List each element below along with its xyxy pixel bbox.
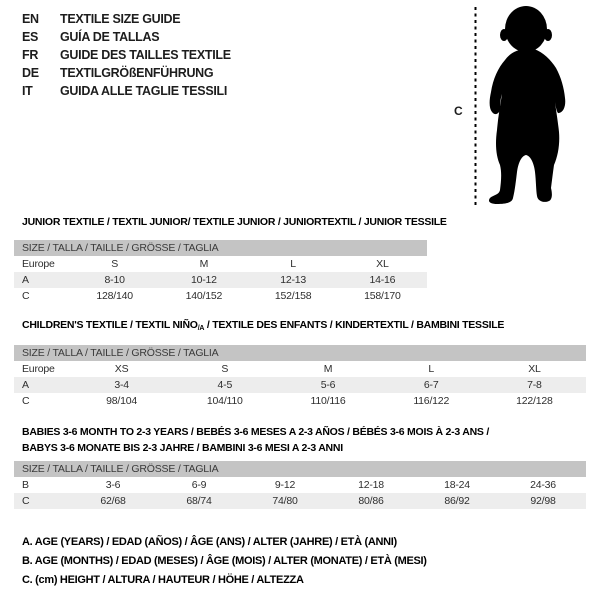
language-row bbox=[22, 10, 231, 28]
size-cell: 24-36 bbox=[530, 479, 556, 491]
size-cell: XL bbox=[376, 258, 389, 270]
size-table-children bbox=[14, 345, 586, 409]
language-code: EN bbox=[22, 12, 39, 26]
size-cell: 74/80 bbox=[272, 495, 298, 507]
size-cell: 92/98 bbox=[530, 495, 556, 507]
size-cell: 8-10 bbox=[104, 274, 125, 286]
language-row bbox=[22, 64, 231, 82]
table-row bbox=[14, 393, 586, 409]
language-title: TEXTILGRÖßENFÜHRUNG bbox=[60, 66, 214, 80]
size-cell: 6-7 bbox=[423, 379, 439, 391]
language-title: GUÍA DE TALLAS bbox=[60, 30, 160, 44]
language-row bbox=[22, 82, 231, 100]
section-title-line2: BABYS 3-6 MONATE BIS 2-3 JAHRE / BAMBINI 3-6 MESI A 2-3 ANNI bbox=[22, 441, 343, 454]
size-cell: 7-8 bbox=[527, 379, 542, 391]
size-cell: 10-12 bbox=[190, 274, 217, 286]
size-cell: 122/128 bbox=[516, 395, 553, 407]
row-label: Europe bbox=[22, 363, 55, 375]
language-list bbox=[22, 10, 231, 100]
note-age-years: A. AGE (YEARS) / EDAD (AÑOS) / ÂGE (ANS) / ALTER (JAHRE) / ETÀ (ANNI) bbox=[22, 536, 397, 548]
size-cell: 6-9 bbox=[191, 479, 207, 491]
size-cell: S bbox=[111, 258, 119, 270]
size-cell: 12-18 bbox=[358, 479, 384, 491]
language-code: ES bbox=[22, 30, 39, 44]
section-title-line1: BABIES 3-6 MONTH TO 2-3 YEARS / BEBÉS 3-6 MESES A 2-3 AÑOS / BÉBÉS 3-6 MOIS À 2-3 ANS / bbox=[22, 426, 490, 438]
section-title-text: / TEXTILE DES ENFANTS / KINDERTEXTIL / BAMBINI TESSILE bbox=[204, 319, 505, 331]
size-cell: 104/110 bbox=[206, 395, 243, 407]
table-row bbox=[14, 288, 427, 304]
size-cell: 3-6 bbox=[105, 479, 121, 491]
height-measure-label: C bbox=[454, 104, 463, 118]
size-cell: L bbox=[428, 363, 435, 375]
size-cell: M bbox=[199, 258, 209, 270]
size-table-babies bbox=[14, 461, 586, 509]
row-label: C bbox=[22, 290, 30, 302]
size-cell: XS bbox=[114, 363, 129, 375]
size-cell: L bbox=[290, 258, 296, 270]
size-cell: 9-12 bbox=[274, 479, 296, 491]
table-row bbox=[14, 272, 427, 288]
note-height: C. (cm) HEIGHT / ALTURA / HAUTEUR / HÖHE / ALTEZZA bbox=[22, 574, 304, 586]
size-cell: 116/122 bbox=[413, 395, 450, 407]
row-label: A bbox=[22, 274, 29, 286]
section-title-subscript: /A bbox=[197, 325, 205, 332]
size-cell: 62/68 bbox=[100, 495, 126, 507]
language-title: GUIDA ALLE TAGLIE TESSILI bbox=[60, 84, 228, 98]
language-code: FR bbox=[22, 48, 39, 62]
table-row bbox=[14, 377, 586, 393]
size-cell: 14-16 bbox=[369, 274, 396, 286]
section-title-children bbox=[22, 319, 504, 332]
table-row bbox=[14, 256, 427, 272]
language-title: GUIDE DES TAILLES TEXTILE bbox=[60, 48, 231, 62]
size-header-bar: SIZE / TALLA / TAILLE / GRÖSSE / TAGLIA bbox=[14, 461, 586, 477]
size-cell: 4-5 bbox=[217, 379, 233, 391]
size-cell: M bbox=[323, 363, 333, 375]
size-cell: S bbox=[221, 363, 229, 375]
size-header-bar: SIZE / TALLA / TAILLE / GRÖSSE / TAGLIA bbox=[14, 240, 427, 256]
size-cell: 128/140 bbox=[96, 290, 133, 302]
size-cell: 12-13 bbox=[280, 274, 307, 286]
size-cell: 18-24 bbox=[444, 479, 470, 491]
size-cell: 140/152 bbox=[185, 290, 223, 302]
footnotes bbox=[22, 533, 427, 590]
section-title-babies bbox=[22, 425, 489, 456]
section-title-text: CHILDREN'S TEXTILE / TEXTIL NIÑO bbox=[22, 319, 198, 331]
size-cell: 152/158 bbox=[274, 290, 312, 302]
language-title: TEXTILE SIZE GUIDE bbox=[60, 12, 181, 26]
language-code: DE bbox=[22, 66, 39, 80]
table-row bbox=[14, 361, 586, 377]
size-table-junior bbox=[14, 240, 427, 304]
size-cell: 68/74 bbox=[186, 495, 212, 507]
size-cell: XL bbox=[528, 363, 541, 375]
size-cell: 80/86 bbox=[358, 495, 384, 507]
row-label: C bbox=[22, 495, 30, 507]
table-row bbox=[14, 493, 586, 509]
size-cell: 110/116 bbox=[310, 395, 346, 407]
size-header-bar: SIZE / TALLA / TAILLE / GRÖSSE / TAGLIA bbox=[14, 345, 586, 361]
baby-silhouette bbox=[450, 4, 595, 209]
size-cell: 5-6 bbox=[320, 379, 336, 391]
language-row bbox=[22, 46, 231, 64]
language-code: IT bbox=[22, 84, 33, 98]
table-row bbox=[14, 477, 586, 493]
size-cell: 86/92 bbox=[444, 495, 470, 507]
row-label: Europe bbox=[22, 258, 55, 270]
note-age-months: B. AGE (MONTHS) / EDAD (MESES) / ÂGE (MOIS) / ALTER (MONATE) / ETÀ (MESI) bbox=[22, 555, 427, 567]
row-label: B bbox=[22, 479, 29, 491]
language-row bbox=[22, 28, 231, 46]
row-label: A bbox=[22, 379, 29, 391]
row-label: C bbox=[22, 395, 30, 407]
size-cell: 98/104 bbox=[106, 395, 138, 407]
size-cell: 3-4 bbox=[114, 379, 129, 391]
size-cell: 158/170 bbox=[364, 290, 401, 302]
section-title-junior: JUNIOR TEXTILE / TEXTIL JUNIOR/ TEXTILE JUNIOR / JUNIORTEXTIL / JUNIOR TESSILE bbox=[22, 216, 447, 228]
